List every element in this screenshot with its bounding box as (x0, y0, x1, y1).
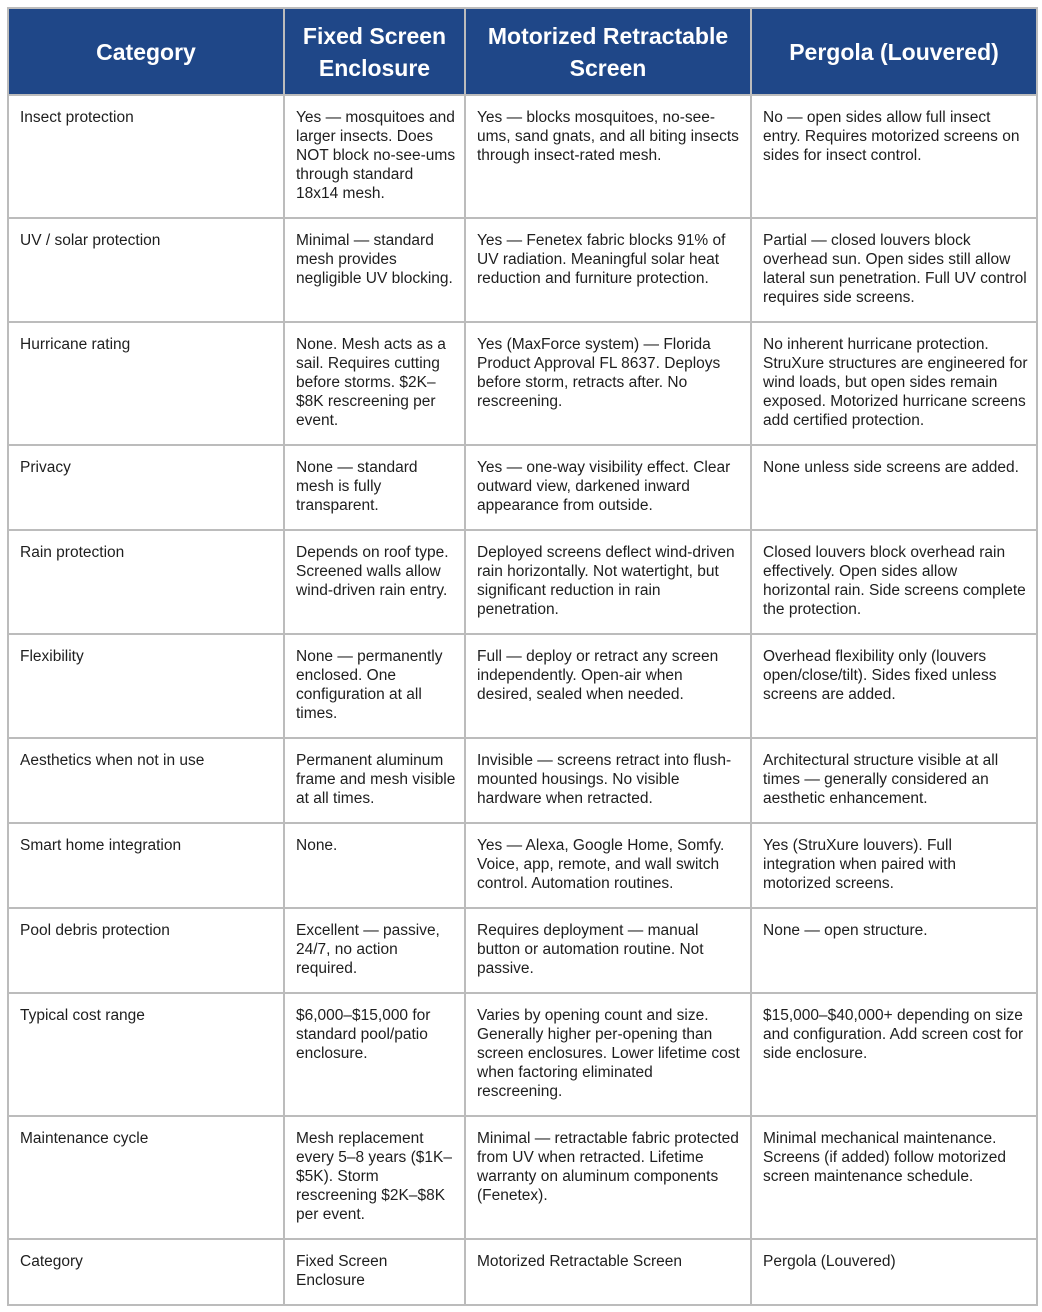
motorized-screen-cell: Deployed screens deflect wind-driven rain horizontally. Not watertight, but significant reduction in rain penetration. (465, 530, 751, 634)
motorized-screen-cell: Minimal — retractable fabric protected from UV when retracted. Lifetime warranty on aluminum components (Fenetex). (465, 1116, 751, 1239)
pergola-cell: Yes (StruXure louvers). Full integration when paired with motorized screens. (751, 823, 1037, 908)
fixed-screen-cell: Mesh replacement every 5–8 years ($1K–$5K). Storm rescreening $2K–$8K per event. (284, 1116, 465, 1239)
table-row (8, 634, 1037, 738)
category-cell: Privacy (8, 445, 284, 530)
category-cell: UV / solar protection (8, 218, 284, 322)
pergola-cell: None — open structure. (751, 908, 1037, 993)
table-row (8, 218, 1037, 322)
motorized-screen-cell: Yes — one-way visibility effect. Clear outward view, darkened inward appearance from outside. (465, 445, 751, 530)
pergola-cell: Architectural structure visible at all times — generally considered an aesthetic enhancement. (751, 738, 1037, 823)
fixed-screen-cell: Fixed Screen Enclosure (284, 1239, 465, 1305)
motorized-screen-cell: Full — deploy or retract any screen independently. Open-air when desired, sealed when needed. (465, 634, 751, 738)
category-cell: Rain protection (8, 530, 284, 634)
motorized-screen-cell: Invisible — screens retract into flush-mounted housings. No visible hardware when retracted. (465, 738, 751, 823)
fixed-screen-cell: None. (284, 823, 465, 908)
category-cell: Typical cost range (8, 993, 284, 1116)
category-cell: Maintenance cycle (8, 1116, 284, 1239)
category-cell: Aesthetics when not in use (8, 738, 284, 823)
table-row (8, 1116, 1037, 1239)
fixed-screen-cell: Excellent — passive, 24/7, no action required. (284, 908, 465, 993)
pergola-cell: Pergola (Louvered) (751, 1239, 1037, 1305)
table-row (8, 738, 1037, 823)
category-cell: Insect protection (8, 95, 284, 218)
pergola-cell: Closed louvers block overhead rain effectively. Open sides allow horizontal rain. Side screens complete the protection. (751, 530, 1037, 634)
fixed-screen-cell: None. Mesh acts as a sail. Requires cutting before storms. $2K–$8K rescreening per event. (284, 322, 465, 445)
table-row (8, 95, 1037, 218)
pergola-cell: None unless side screens are added. (751, 445, 1037, 530)
category-cell: Pool debris protection (8, 908, 284, 993)
fixed-screen-cell: Yes — mosquitoes and larger insects. Does NOT block no-see-ums through standard 18x14 mesh. (284, 95, 465, 218)
header-cell-fixed-screen: Fixed Screen Enclosure (284, 8, 465, 95)
table-row (8, 993, 1037, 1116)
fixed-screen-cell: Minimal — standard mesh provides negligible UV blocking. (284, 218, 465, 322)
motorized-screen-cell: Yes — blocks mosquitoes, no-see-ums, sand gnats, and all biting insects through insect-rated mesh. (465, 95, 751, 218)
fixed-screen-cell: None — standard mesh is fully transparent. (284, 445, 465, 530)
pergola-cell: $15,000–$40,000+ depending on size and configuration. Add screen cost for side enclosure. (751, 993, 1037, 1116)
category-cell: Flexibility (8, 634, 284, 738)
pergola-cell: No — open sides allow full insect entry. Requires motorized screens on sides for insect control. (751, 95, 1037, 218)
table-row (8, 445, 1037, 530)
fixed-screen-cell: Depends on roof type. Screened walls allow wind-driven rain entry. (284, 530, 465, 634)
table-row (8, 908, 1037, 993)
motorized-screen-cell: Varies by opening count and size. Generally higher per-opening than screen enclosures. Lower lifetime cost when factoring eliminated rescreening. (465, 993, 751, 1116)
fixed-screen-cell: Permanent aluminum frame and mesh visible at all times. (284, 738, 465, 823)
category-cell: Hurricane rating (8, 322, 284, 445)
fixed-screen-cell: None — permanently enclosed. One configuration at all times. (284, 634, 465, 738)
pergola-cell: Minimal mechanical maintenance. Screens (if added) follow motorized screen maintenance schedule. (751, 1116, 1037, 1239)
motorized-screen-cell: Yes — Alexa, Google Home, Somfy. Voice, app, remote, and wall switch control. Automation routines. (465, 823, 751, 908)
fixed-screen-cell: $6,000–$15,000 for standard pool/patio enclosure. (284, 993, 465, 1116)
table-row (8, 1239, 1037, 1305)
comparison-table (7, 7, 1038, 1306)
table-row (8, 530, 1037, 634)
motorized-screen-cell: Motorized Retractable Screen (465, 1239, 751, 1305)
table-row (8, 322, 1037, 445)
header-cell-category: Category (8, 8, 284, 95)
motorized-screen-cell: Yes (MaxForce system) — Florida Product Approval FL 8637. Deploys before storm, retracts after. No rescreening. (465, 322, 751, 445)
table-row (8, 823, 1037, 908)
header-row (8, 8, 1037, 95)
header-cell-pergola: Pergola (Louvered) (751, 8, 1037, 95)
category-cell: Smart home integration (8, 823, 284, 908)
category-cell: Category (8, 1239, 284, 1305)
pergola-cell: Partial — closed louvers block overhead sun. Open sides still allow lateral sun penetration. Full UV control requires side screens. (751, 218, 1037, 322)
motorized-screen-cell: Yes — Fenetex fabric blocks 91% of UV radiation. Meaningful solar heat reduction and furniture protection. (465, 218, 751, 322)
motorized-screen-cell: Requires deployment — manual button or automation routine. Not passive. (465, 908, 751, 993)
header-cell-motorized-screen: Motorized Retractable Screen (465, 8, 751, 95)
pergola-cell: Overhead flexibility only (louvers open/close/tilt). Sides fixed unless screens are added. (751, 634, 1037, 738)
pergola-cell: No inherent hurricane protection. StruXure structures are engineered for wind loads, but open sides remain exposed. Motorized hurricane screens add certified protection. (751, 322, 1037, 445)
